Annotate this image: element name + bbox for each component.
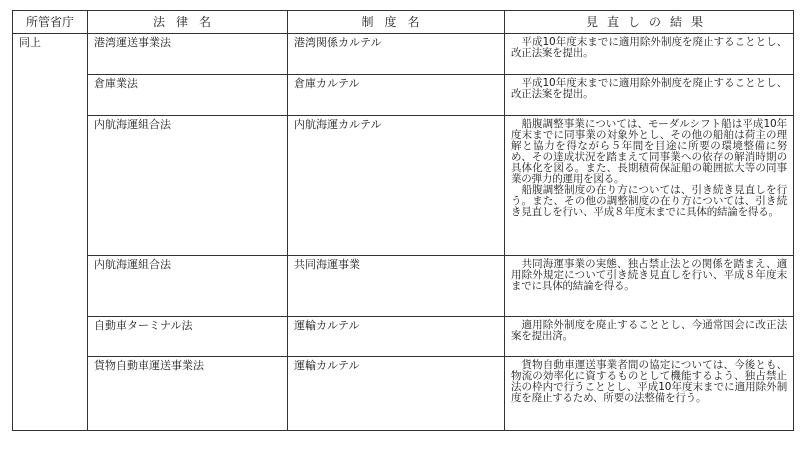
review-result-paragraph: 平成10年度末までに適用除外制度を廃止することとし、改正法案を提出。	[511, 36, 787, 59]
system-name-cell: 内航海運カルテル	[288, 116, 505, 256]
ministry-cell: 同上	[13, 34, 88, 431]
system-name-cell: 運輸カルテル	[288, 357, 505, 431]
review-result-cell	[505, 116, 794, 256]
header-system-name: 制度名	[288, 11, 505, 34]
regulation-review-table-page	[12, 10, 793, 431]
system-name-cell: 倉庫カルテル	[288, 75, 505, 116]
table-row	[13, 75, 794, 116]
review-result-paragraph: 平成10年度末までに適用除外制度を廃止することとし、改正法案を提出。	[511, 77, 787, 100]
law-name-cell: 貨物自動車運送事業法	[88, 357, 288, 431]
review-result-paragraph: 船腹調整事業については、モーダルシフト船は平成10年度末までに同事業の対象外とし、その他の船舶は荷主の理解と協力を得ながら５年間を目途に所要の環境整備に努め、その達成状況を踏まえて同事業への依存の解消時期の具体化を図る。また、長期積荷保証船の範囲拡大等の同事業の弾力的運用を図る。	[511, 118, 787, 185]
law-name-cell: 倉庫業法	[88, 75, 288, 116]
table-row	[13, 317, 794, 357]
header-law-name: 法律名	[88, 11, 288, 34]
review-result-paragraph: 船腹調整制度の在り方については、引き続き見直しを行う。また、その他の調整制度の在り方については、引き続き見直しを行い、平成８年度末までに具体的結論を得る。	[511, 184, 787, 218]
review-result-cell	[505, 256, 794, 317]
review-result-cell	[505, 75, 794, 116]
review-result-cell	[505, 317, 794, 357]
review-result-paragraph: 適用除外制度を廃止することとし、今通常国会に改正法案を提出済。	[511, 319, 787, 342]
system-name-cell: 港湾関係カルテル	[288, 34, 505, 75]
law-name-cell: 内航海運組合法	[88, 116, 288, 256]
table-row	[13, 256, 794, 317]
table-row	[13, 116, 794, 256]
table-row	[13, 357, 794, 431]
header-review-result: 見直しの結果	[505, 11, 794, 34]
law-name-cell: 内航海運組合法	[88, 256, 288, 317]
review-results-table	[12, 10, 794, 431]
review-result-cell	[505, 357, 794, 431]
review-result-cell	[505, 34, 794, 75]
system-name-cell: 共同海運事業	[288, 256, 505, 317]
table-header-row	[13, 11, 794, 34]
table-row	[13, 34, 794, 75]
law-name-cell: 自動車ターミナル法	[88, 317, 288, 357]
review-result-paragraph: 共同海運事業の実態、独占禁止法との関係を踏まえ、適用除外規定について引き続き見直しを行い、平成８年度末までに具体的結論を得る。	[511, 258, 787, 292]
review-result-paragraph: 貨物自動車運送事業者間の協定については、今後とも、物流の効率化に資するものとして機能するよう、独占禁止法の枠内で行うこととし、平成10年度末までに適用除外制度を廃止するため、所要の法整備を行う。	[511, 359, 787, 404]
law-name-cell: 港湾運送事業法	[88, 34, 288, 75]
system-name-cell: 運輸カルテル	[288, 317, 505, 357]
header-ministry: 所管省庁	[13, 11, 88, 34]
